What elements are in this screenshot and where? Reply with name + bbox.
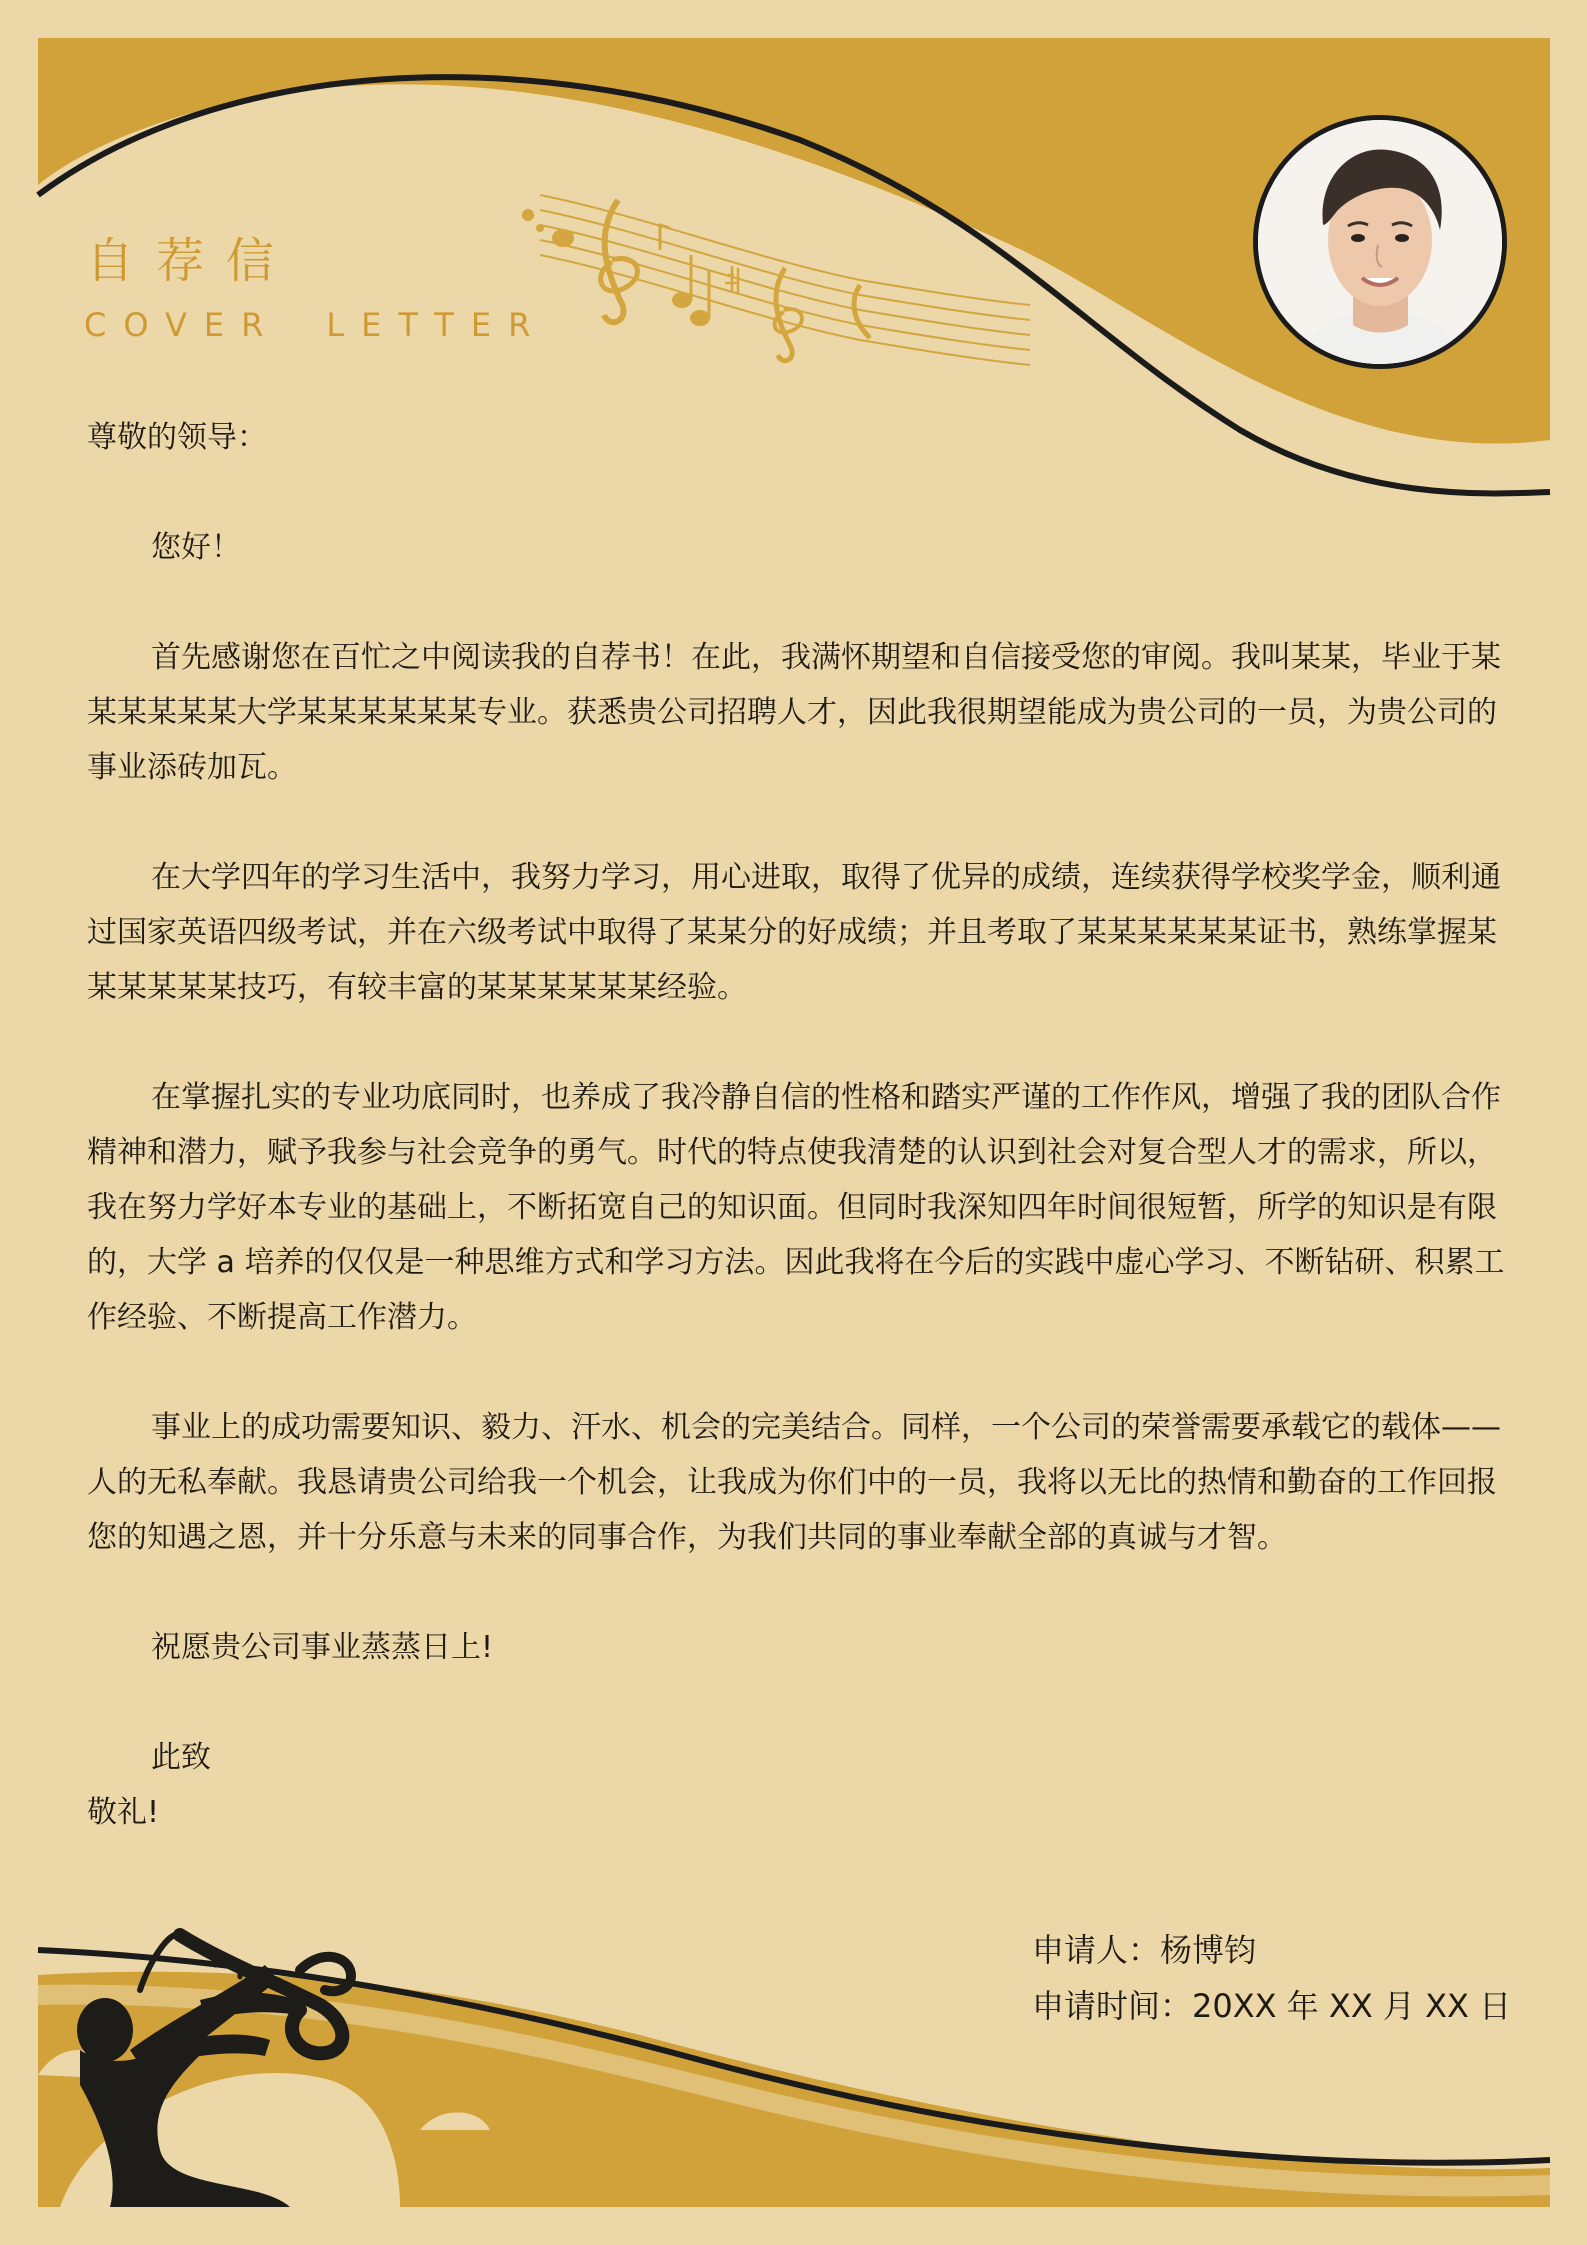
subtitle-word-letter: LETTER <box>326 306 548 344</box>
portrait-illustration <box>1258 120 1502 364</box>
paragraph-3: 在掌握扎实的专业功底同时，也养成了我冷静自信的性格和踏实严谨的工作作风，增强了我的团队合作精神和潜力，赋予我参与社会竞争的勇气。时代的特点使我清楚的认识到社会对复合型人才的需求，所以，我在努力学好本专业的基础上，不断拓宽自己的知识面。但同时我深知四年时间很短暂，所学的知识是有限的，大学 a 培养的仅仅是一种思维方式和学习方法。因此我将在今后的实践中虚心学习、不断钻研、积累工作经验、不断提高工作潜力。 <box>87 1080 1505 1335</box>
applicant-name: 申请人：杨博钧 <box>1032 1931 1257 1969</box>
salutation: 尊敬的领导： <box>87 420 267 455</box>
closing-wish: 祝愿贵公司事业蒸蒸日上! <box>151 1630 494 1665</box>
application-date: 申请时间：20XX 年 XX 月 XX 日 <box>1032 1987 1512 2025</box>
paragraph-1: 首先感谢您在百忙之中阅读我的自荐书！在此，我满怀期望和自信接受您的审阅。我叫某某，毕业于某某某某某某大学某某某某某某专业。获悉贵公司招聘人才，因此我很期望能成为贵公司的一员，为贵公司的事业添砖加瓦。 <box>87 640 1501 785</box>
paragraph-2: 在大学四年的学习生活中，我努力学习，用心进取，取得了优异的成绩，连续获得学校奖学金，顺利通过国家英语四级考试，并在六级考试中取得了某某分的好成绩；并且考取了某某某某某某证书，熟练掌握某某某某某某技巧，有较丰富的某某某某某某经验。 <box>87 860 1501 1005</box>
signature-block <box>1032 1922 1511 2034</box>
paragraph-4: 事业上的成功需要知识、毅力、汗水、机会的完美结合。同样，一个公司的荣誉需要承载它的载体——人的无私奉献。我恳请贵公司给我一个机会，让我成为你们中的一员，我将以无比的热情和勤奋的工作回报您的知遇之恩，并十分乐意与未来的同事合作，为我们共同的事业奉献全部的真诚与才智。 <box>87 1410 1501 1555</box>
page-title: 自荐信 <box>86 233 297 289</box>
closing-line-1: 此致 <box>151 1740 211 1775</box>
greeting: 您好！ <box>151 530 241 565</box>
subtitle-word-cover: COVER <box>84 306 281 344</box>
portrait-photo-icon <box>1253 115 1507 369</box>
page-subtitle <box>84 306 547 344</box>
letter-body <box>87 410 1507 1840</box>
closing-line-2: 敬礼! <box>87 1795 160 1830</box>
